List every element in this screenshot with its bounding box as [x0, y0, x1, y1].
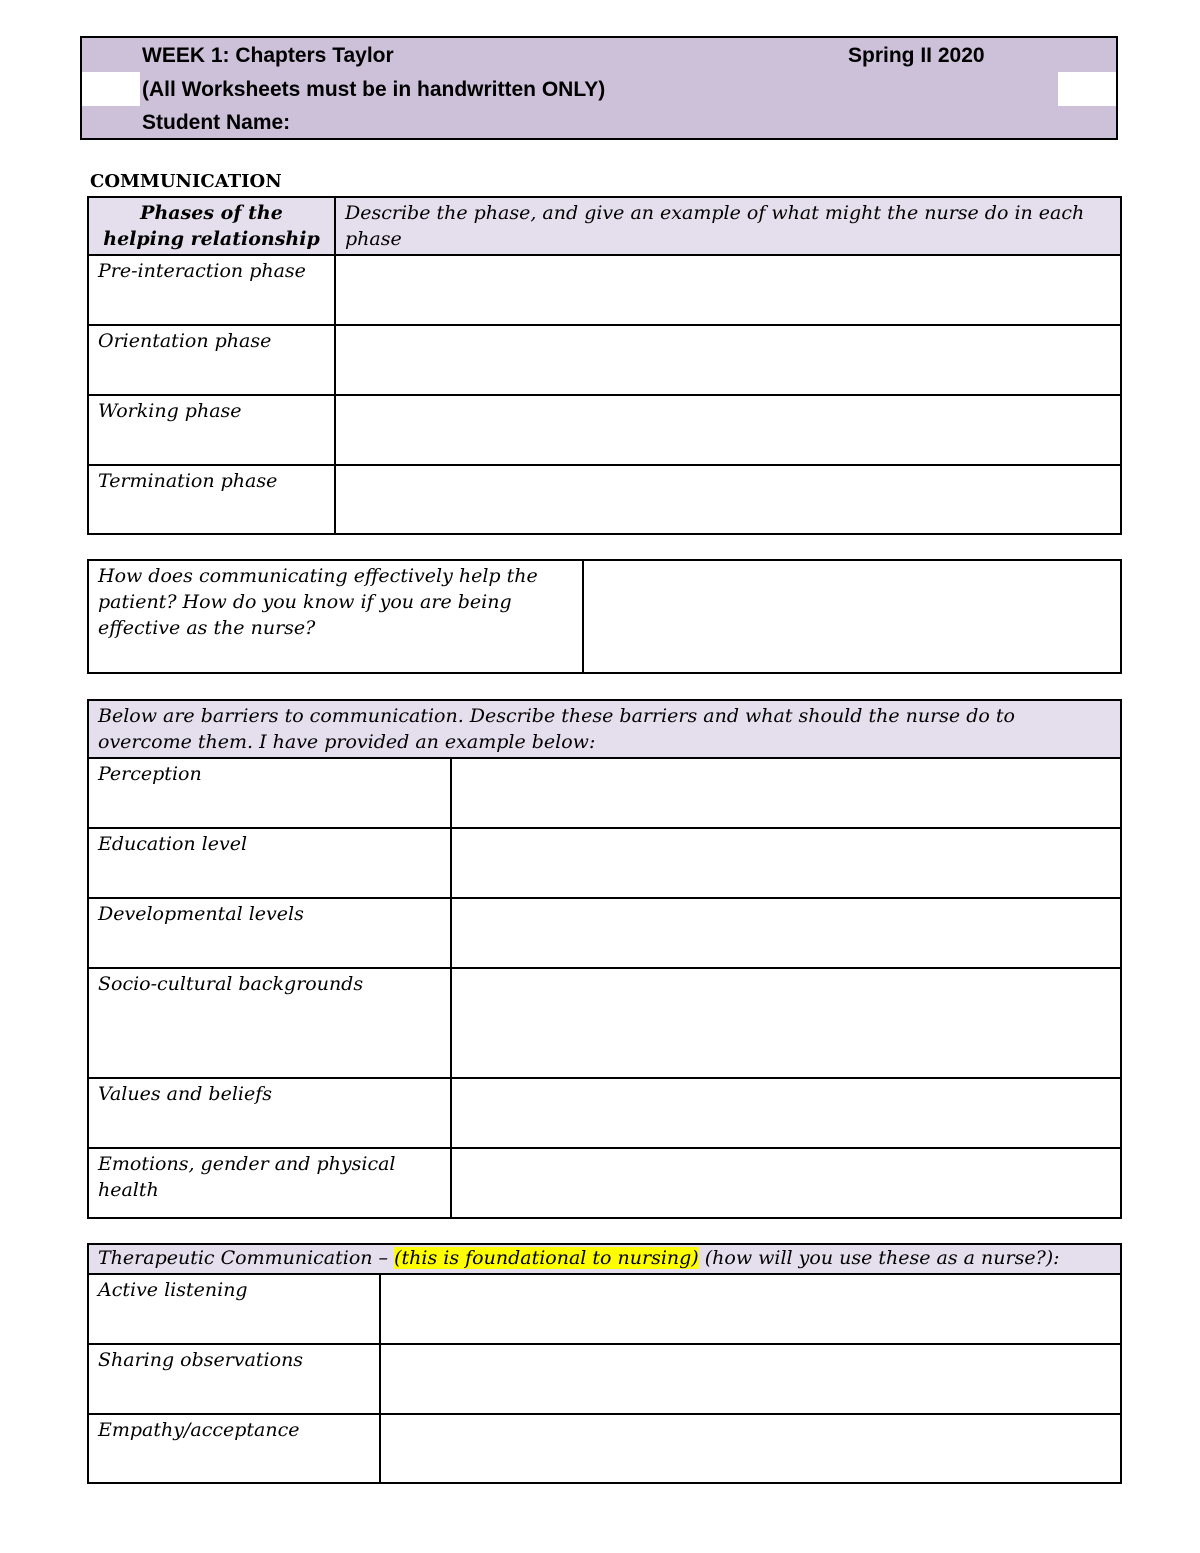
table-row — [88, 465, 1121, 534]
table-row — [88, 1078, 1121, 1148]
table-row — [88, 828, 1121, 898]
table-row — [88, 255, 1121, 325]
table-row — [88, 898, 1121, 968]
section-title: COMMUNICATION — [90, 171, 282, 192]
barrier-answer-cell[interactable] — [451, 968, 1121, 1078]
barrier-answer-cell[interactable] — [451, 898, 1121, 968]
technique-answer-cell[interactable] — [380, 1414, 1121, 1483]
barrier-label: Socio-cultural backgrounds — [88, 968, 451, 1078]
table-row — [88, 1344, 1121, 1414]
barrier-label: Developmental levels — [88, 898, 451, 968]
phase-label: Pre-interaction phase — [88, 255, 335, 325]
barrier-label: Perception — [88, 758, 451, 828]
banner-left-patch — [82, 72, 140, 106]
phase-answer-cell[interactable] — [335, 325, 1121, 395]
barrier-label: Emotions, gender and physical health — [88, 1148, 451, 1218]
effective-answer-cell[interactable] — [583, 560, 1121, 673]
therapeutic-header — [88, 1244, 1121, 1274]
effective-question: How does communicating effectively help the patient? How do you know if you are being effective as the nurse? — [88, 560, 583, 673]
therapeutic-table — [87, 1243, 1122, 1484]
technique-label: Sharing observations — [88, 1344, 380, 1414]
worksheet-header-banner — [80, 36, 1118, 140]
therapeutic-header-suffix: (how will you use these as a nurse?): — [698, 1247, 1060, 1269]
therapeutic-header-row — [88, 1244, 1121, 1274]
barrier-answer-cell[interactable] — [451, 828, 1121, 898]
barrier-label: Education level — [88, 828, 451, 898]
table-row — [88, 1148, 1121, 1218]
handwritten-instruction: (All Worksheets must be in handwritten ONLY) — [142, 78, 606, 101]
banner-right-patch — [1058, 72, 1116, 106]
barrier-label: Values and beliefs — [88, 1078, 451, 1148]
phase-answer-cell[interactable] — [335, 395, 1121, 465]
phases-header-row — [88, 197, 1121, 255]
technique-label: Empathy/acceptance — [88, 1414, 380, 1483]
week-title: WEEK 1: Chapters Taylor — [142, 44, 394, 67]
phase-label: Orientation phase — [88, 325, 335, 395]
barriers-header-row — [88, 700, 1121, 758]
phases-col1-header: Phases of the helping relationship — [88, 197, 335, 255]
phase-label: Working phase — [88, 395, 335, 465]
barrier-answer-cell[interactable] — [451, 758, 1121, 828]
phase-answer-cell[interactable] — [335, 255, 1121, 325]
technique-label: Active listening — [88, 1274, 380, 1344]
barriers-table — [87, 699, 1122, 1219]
barrier-answer-cell[interactable] — [451, 1078, 1121, 1148]
phase-answer-cell[interactable] — [335, 465, 1121, 534]
student-name-label: Student Name: — [142, 111, 291, 134]
term-label: Spring II 2020 — [848, 44, 985, 67]
table-row — [88, 758, 1121, 828]
foundational-highlight: (this is foundational to nursing) — [394, 1247, 699, 1269]
technique-answer-cell[interactable] — [380, 1274, 1121, 1344]
table-row — [88, 1274, 1121, 1344]
technique-answer-cell[interactable] — [380, 1344, 1121, 1414]
table-row — [88, 325, 1121, 395]
phases-table — [87, 196, 1122, 535]
table-row — [88, 968, 1121, 1078]
therapeutic-header-prefix: Therapeutic Communication – — [98, 1247, 395, 1269]
table-row — [88, 560, 1121, 673]
barrier-answer-cell[interactable] — [451, 1148, 1121, 1218]
table-row — [88, 395, 1121, 465]
barriers-header: Below are barriers to communication. Describe these barriers and what should the nurse do to overcome them. I have provided an example below: — [88, 700, 1121, 758]
phase-label: Termination phase — [88, 465, 335, 534]
table-row — [88, 1414, 1121, 1483]
phases-col2-header: Describe the phase, and give an example of what might the nurse do in each phase — [335, 197, 1121, 255]
effective-communication-table — [87, 559, 1122, 674]
